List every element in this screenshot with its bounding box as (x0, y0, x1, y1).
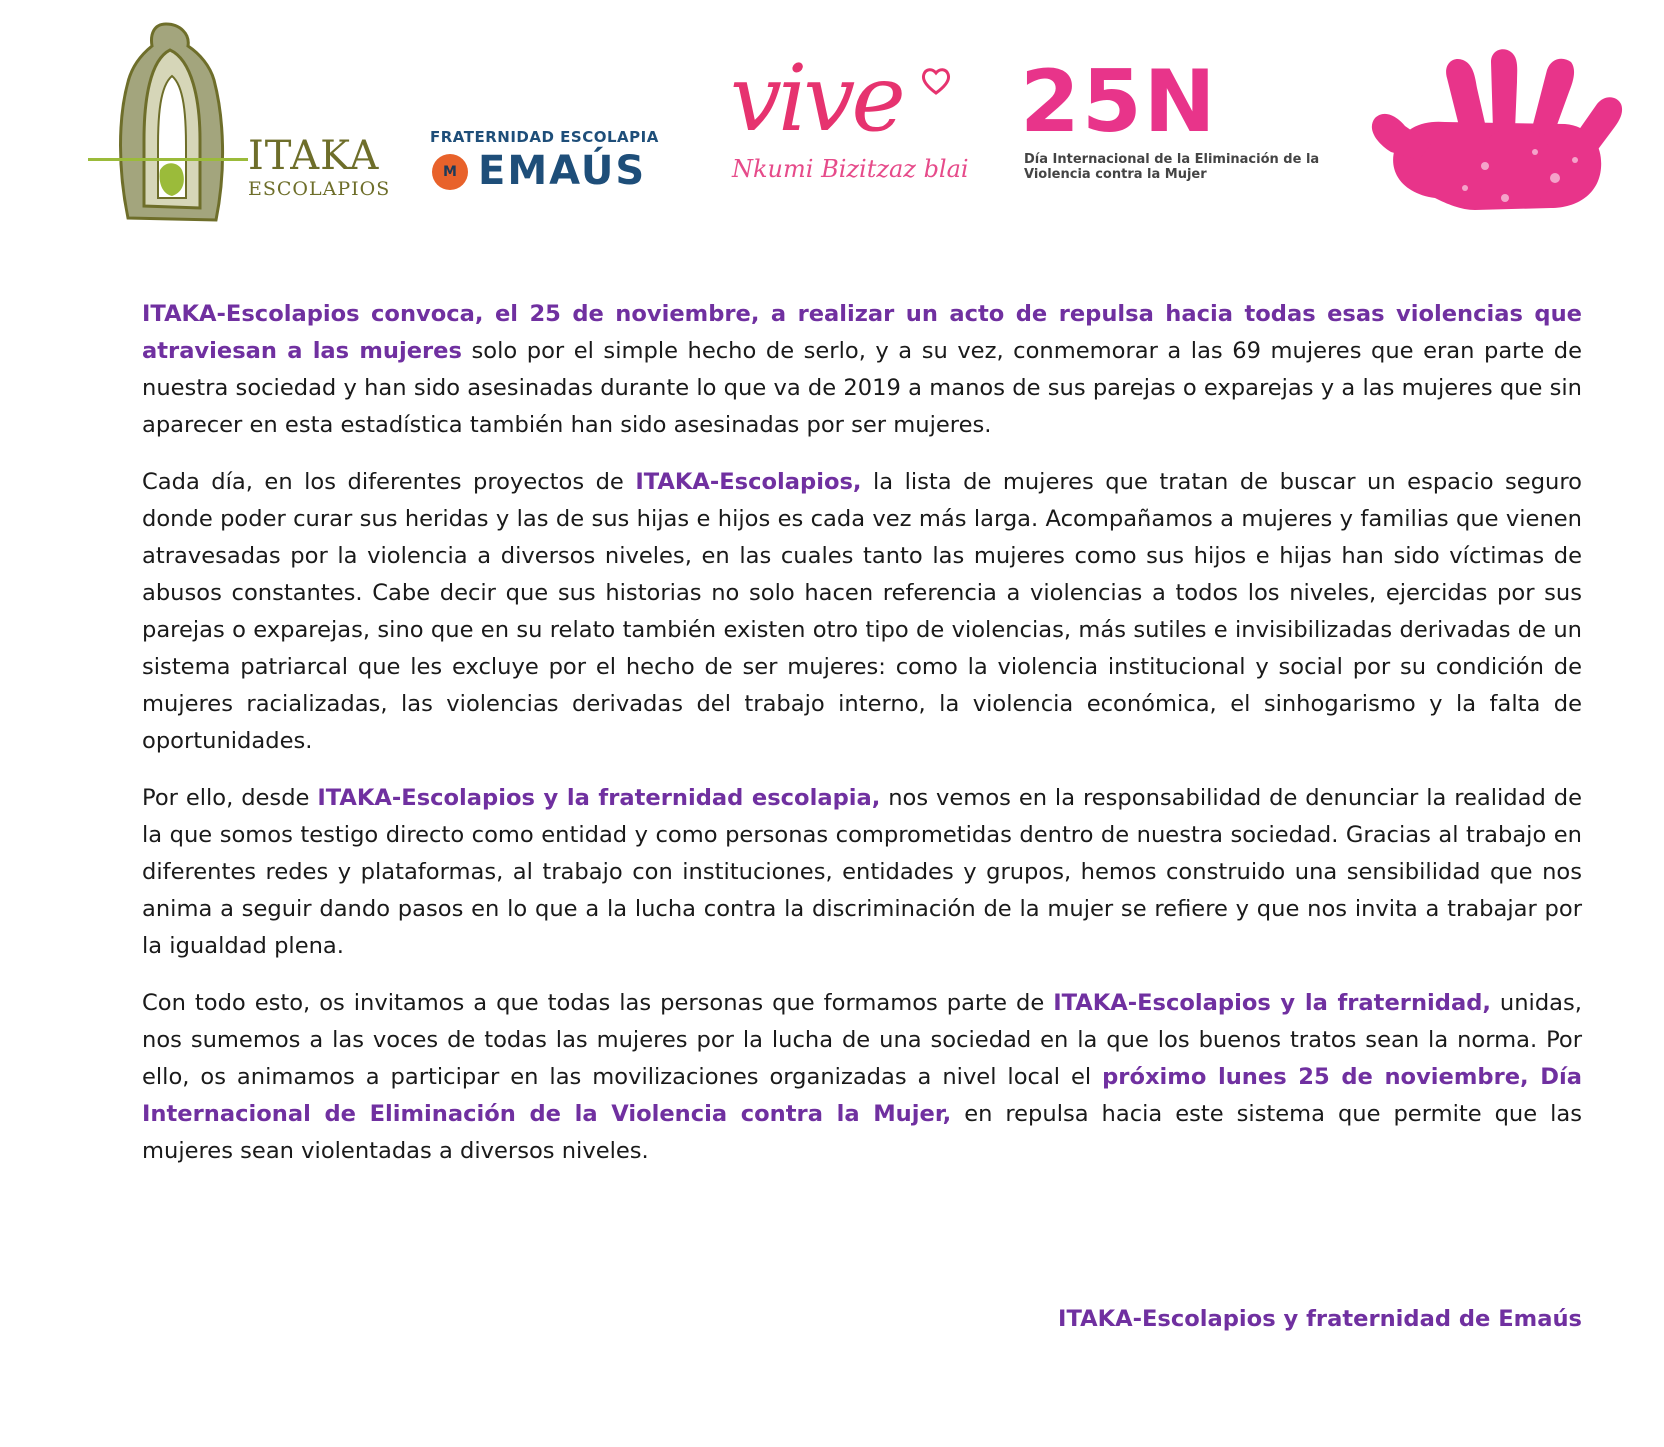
itaka-logo-name: ITAKA (248, 133, 380, 179)
p3-text-a: Por ello, desde (142, 785, 318, 811)
itaka-figure-icon (88, 20, 248, 240)
p2-text-c: la lista de mujeres que tratan de buscar un espacio seguro donde poder curar sus heridas y las de sus hijas e hijos es cada vez más larga. Acompañamos a mujeres y familias que vienen atravesadas por la violencia a diversos niveles, en las cuales tanto las mujeres como sus hijos e hijas han sido víctimas de abusos constantes. Cabe decir que sus historias no solo hacen referencia a violencias a todos los niveles, ejercidas por sus parejas o exparejas, sino que en su relato también existen otro tipo de violencias, más sutiles e invisibilizadas derivadas de un sistema patriarcal que les excluye por el hecho de ser mujeres: como la violencia institucional y social por su condición de mujeres racializadas, las violencias derivadas del trabajo interno, la violencia económica, el sinhogarismo y la falta de oportunidades. (142, 469, 1582, 754)
emaus-logo-top: FRATERNIDAD ESCOLAPIA (430, 128, 659, 146)
p4-highlight-1: ITAKA-Escolapios y la fraternidad, (1053, 990, 1491, 1016)
itaka-logo-sub: ESCOLAPIOS (248, 178, 391, 200)
emaus-logo (430, 118, 700, 198)
signature: ITAKA-Escolapios y fraternidad de Emaús (1058, 1306, 1582, 1332)
paragraph-4 (142, 985, 1582, 1170)
25n-caption-line2: Violencia contra la Mujer (1024, 167, 1207, 182)
p4-highlight-2: próximo lunes 25 de noviembre, Día Internacional de Eliminación de la Violencia contra la Mujer, (142, 1064, 1582, 1127)
p4-text-c: unidas, nos sumemos a las voces de todas las mujeres por la lucha de una sociedad en la que los buenos tratos sean la norma. Por ello, os animamos a participar en las movilizaciones organizadas a nivel local el (142, 990, 1582, 1090)
25n-logo (1020, 52, 1640, 220)
25n-logo-title: 25N (1020, 52, 1218, 152)
paragraph-2 (142, 464, 1582, 760)
25n-caption-line1: Día Internacional de la Eliminación de la (1024, 152, 1320, 167)
p1-text: solo por el simple hecho de serlo, y a su vez, conmemorar a las 69 mujeres que eran parte de nuestra sociedad y han sido asesinadas durante lo que va de 2019 a manos de sus parejas o exparejas y a las mujeres que sin aparecer en esta estadística también han sido asesinadas por ser mujeres. (142, 338, 1583, 438)
p2-text-a: Cada día, en los diferentes proyectos de (142, 469, 636, 495)
p2-highlight: ITAKA-Escolapios, (635, 469, 862, 495)
paragraph-1 (142, 296, 1582, 444)
emaus-logo-name: EMAÚS (478, 148, 647, 194)
logo-header (0, 0, 1664, 250)
emaus-badge-icon: M (432, 154, 468, 190)
p1-highlight: ITAKA-Escolapios convoca, el 25 de noviembre, a realizar un acto de repulsa hacia todas esas violencias que atraviesan a las mujeres (142, 301, 1582, 364)
itaka-logo (88, 20, 391, 240)
p3-highlight: ITAKA-Escolapios y la fraternidad escolapia, (317, 785, 881, 811)
paragraph-3 (142, 780, 1582, 965)
handprint-icon (1365, 48, 1635, 218)
statement-body (142, 296, 1582, 1190)
p3-text-c: nos vemos en la responsabilidad de denunciar la realidad de la que somos testigo directo como entidad y como personas comprometidas dentro de nuestra sociedad. Gracias al trabajo en diferentes redes y plataformas, al trabajo con instituciones, entidades y grupos, hemos construido una sensibilidad que nos anima a seguir dando pasos en lo que a la lucha contra la discriminación de la mujer se refiere y que nos invita a trabajar por la igualdad plena. (142, 785, 1582, 959)
p4-text-e: en repulsa hacia este sistema que permite que las mujeres sean violentadas a diversos niveles. (142, 1101, 1582, 1164)
vive-logo-sub: Nkumi Bizitzaz blai (732, 155, 969, 183)
vive-logo-word: vive (730, 45, 902, 152)
heart-icon (921, 67, 951, 95)
vive-logo (726, 45, 969, 205)
p4-text-a: Con todo esto, os invitamos a que todas las personas que formamos parte de (142, 990, 1054, 1016)
